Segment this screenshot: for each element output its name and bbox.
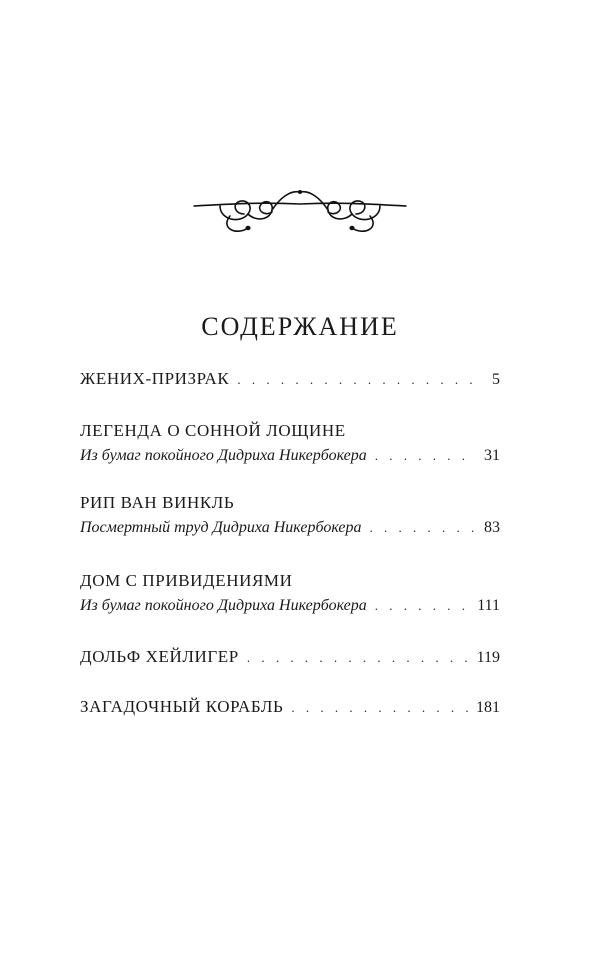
toc-page-number: 111 <box>477 597 500 614</box>
toc-entry[interactable] <box>80 646 500 669</box>
contents-heading: СОДЕРЖАНИЕ <box>201 312 399 341</box>
toc-entry-subtitle: Из бумаг покойного Дидриха Никербокера <box>80 447 367 464</box>
toc-entry-title: РИП ВАН ВИНКЛЬ <box>80 493 235 512</box>
toc-subline <box>80 517 500 539</box>
leader-dots <box>237 369 474 391</box>
toc-entry-subtitle: Из бумаг покойного Дидриха Никербокера <box>80 597 367 614</box>
toc-page-number: 5 <box>492 371 500 388</box>
leader-dots <box>291 697 468 719</box>
toc-page-number: 181 <box>476 699 500 716</box>
flourish-ornament-icon <box>190 180 410 240</box>
toc-entry-title: ЗАГАДОЧНЫЙ КОРАБЛЬ <box>80 697 284 716</box>
toc-page-number: 83 <box>484 519 500 536</box>
toc-entry[interactable] <box>80 420 500 467</box>
toc-page-number: 119 <box>476 649 500 666</box>
toc-entry-title: ЖЕНИХ-ПРИЗРАК <box>80 369 230 388</box>
toc-entry[interactable] <box>80 570 500 617</box>
toc-line <box>80 492 500 514</box>
leader-dots <box>247 647 469 669</box>
toc-entry[interactable] <box>80 492 500 539</box>
toc-line <box>80 368 500 391</box>
toc-entry[interactable] <box>80 368 500 391</box>
toc-line <box>80 420 500 442</box>
leader-dots <box>375 445 474 467</box>
leader-dots <box>375 595 469 617</box>
toc-entry-title: ДОЛЬФ ХЕЙЛИГЕР <box>80 647 239 666</box>
toc-subline <box>80 595 500 617</box>
leader-dots <box>370 517 474 539</box>
toc-line <box>80 570 500 592</box>
toc-subline <box>80 445 500 467</box>
toc-line <box>80 646 500 669</box>
toc-entry-title: ЛЕГЕНДА О СОННОЙ ЛОЩИНЕ <box>80 421 346 440</box>
toc-line <box>80 696 500 719</box>
toc-entry-subtitle: Посмертный труд Дидриха Никербокера <box>80 519 362 536</box>
toc-entry[interactable] <box>80 696 500 719</box>
toc-entry-title: ДОМ С ПРИВИДЕНИЯМИ <box>80 571 293 590</box>
toc-page-number: 31 <box>484 447 500 464</box>
